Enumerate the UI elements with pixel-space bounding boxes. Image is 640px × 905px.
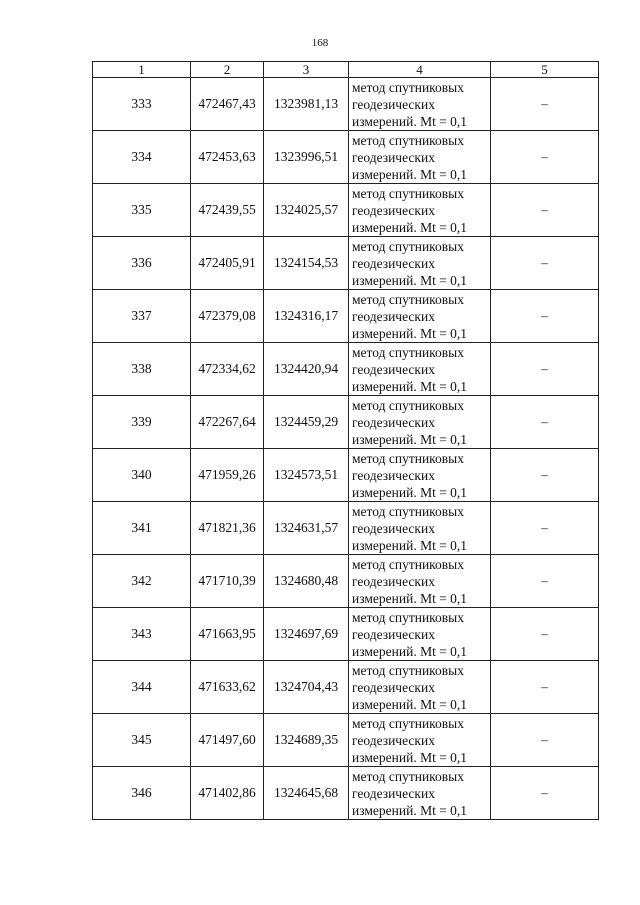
x-coordinate-cell: 472334,62: [191, 343, 264, 396]
method-line: метод спутниковых: [352, 344, 464, 360]
table-row: [93, 184, 599, 237]
method-line: измерений. Mt = 0,1: [352, 166, 468, 182]
method-line: геодезических: [352, 626, 435, 642]
method-line: геодезических: [352, 679, 435, 695]
table-row: [93, 661, 599, 714]
note-cell: –: [491, 767, 599, 820]
x-coordinate-cell: 471633,62: [191, 661, 264, 714]
header-row: [93, 62, 599, 78]
method-line: измерений. Mt = 0,1: [352, 219, 468, 235]
method-cell: [349, 131, 491, 184]
method-line: измерений. Mt = 0,1: [352, 272, 468, 288]
note-cell: –: [491, 237, 599, 290]
method-line: метод спутниковых: [352, 397, 464, 413]
y-coordinate-cell: 1324154,53: [264, 237, 349, 290]
column-header-2: 2: [191, 62, 264, 78]
method-line: измерений. Mt = 0,1: [352, 431, 468, 447]
note-cell: –: [491, 555, 599, 608]
method-cell: [349, 237, 491, 290]
x-coordinate-cell: 471710,39: [191, 555, 264, 608]
method-line: геодезических: [352, 96, 435, 112]
method-line: метод спутниковых: [352, 450, 464, 466]
y-coordinate-cell: 1323996,51: [264, 131, 349, 184]
point-number-cell: 339: [93, 396, 191, 449]
point-number-cell: 340: [93, 449, 191, 502]
y-coordinate-cell: 1324697,69: [264, 608, 349, 661]
point-number-cell: 334: [93, 131, 191, 184]
table-row: [93, 78, 599, 131]
method-cell: [349, 502, 491, 555]
note-cell: –: [491, 343, 599, 396]
column-header-3: 3: [264, 62, 349, 78]
table-row: [93, 767, 599, 820]
note-cell: –: [491, 661, 599, 714]
y-coordinate-cell: 1324459,29: [264, 396, 349, 449]
y-coordinate-cell: 1324689,35: [264, 714, 349, 767]
x-coordinate-cell: 472405,91: [191, 237, 264, 290]
x-coordinate-cell: 472439,55: [191, 184, 264, 237]
point-number-cell: 342: [93, 555, 191, 608]
y-coordinate-cell: 1324025,57: [264, 184, 349, 237]
method-line: измерений. Mt = 0,1: [352, 325, 468, 341]
table-header: [93, 62, 599, 78]
table-row: [93, 449, 599, 502]
method-line: измерений. Mt = 0,1: [352, 643, 468, 659]
method-line: геодезических: [352, 732, 435, 748]
method-line: метод спутниковых: [352, 609, 464, 625]
method-line: измерений. Mt = 0,1: [352, 749, 468, 765]
method-line: измерений. Mt = 0,1: [352, 537, 468, 553]
y-coordinate-cell: 1324316,17: [264, 290, 349, 343]
y-coordinate-cell: 1323981,13: [264, 78, 349, 131]
y-coordinate-cell: 1324420,94: [264, 343, 349, 396]
point-number-cell: 338: [93, 343, 191, 396]
point-number-cell: 333: [93, 78, 191, 131]
x-coordinate-cell: 472467,43: [191, 78, 264, 131]
method-cell: [349, 396, 491, 449]
table-row: [93, 502, 599, 555]
point-number-cell: 337: [93, 290, 191, 343]
method-line: метод спутниковых: [352, 291, 464, 307]
table-body: [93, 78, 599, 820]
method-cell: [349, 661, 491, 714]
point-number-cell: 335: [93, 184, 191, 237]
note-cell: –: [491, 608, 599, 661]
method-line: измерений. Mt = 0,1: [352, 590, 468, 606]
x-coordinate-cell: 472453,63: [191, 131, 264, 184]
note-cell: –: [491, 131, 599, 184]
y-coordinate-cell: 1324680,48: [264, 555, 349, 608]
method-cell: [349, 608, 491, 661]
method-cell: [349, 184, 491, 237]
point-number-cell: 341: [93, 502, 191, 555]
x-coordinate-cell: 471959,26: [191, 449, 264, 502]
method-line: метод спутниковых: [352, 238, 464, 254]
note-cell: –: [491, 78, 599, 131]
method-line: геодезических: [352, 520, 435, 536]
x-coordinate-cell: 471821,36: [191, 502, 264, 555]
method-cell: [349, 714, 491, 767]
method-line: измерений. Mt = 0,1: [352, 378, 468, 394]
note-cell: –: [491, 184, 599, 237]
point-number-cell: 344: [93, 661, 191, 714]
method-line: метод спутниковых: [352, 185, 464, 201]
method-cell: [349, 767, 491, 820]
method-cell: [349, 449, 491, 502]
page-number: 168: [311, 37, 329, 49]
note-cell: –: [491, 290, 599, 343]
method-line: измерений. Mt = 0,1: [352, 484, 468, 500]
column-header-1: 1: [93, 62, 191, 78]
table-row: [93, 131, 599, 184]
coordinates-table: [92, 61, 599, 820]
table-row: [93, 608, 599, 661]
method-line: метод спутниковых: [352, 556, 464, 572]
y-coordinate-cell: 1324645,68: [264, 767, 349, 820]
method-line: метод спутниковых: [352, 662, 464, 678]
method-cell: [349, 555, 491, 608]
note-cell: –: [491, 502, 599, 555]
table-row: [93, 343, 599, 396]
column-header-5: 5: [491, 62, 599, 78]
point-number-cell: 345: [93, 714, 191, 767]
table-row: [93, 290, 599, 343]
x-coordinate-cell: 471663,95: [191, 608, 264, 661]
method-line: геодезических: [352, 361, 435, 377]
method-line: геодезических: [352, 785, 435, 801]
x-coordinate-cell: 471497,60: [191, 714, 264, 767]
method-line: геодезических: [352, 255, 435, 271]
column-header-4: 4: [349, 62, 491, 78]
y-coordinate-cell: 1324573,51: [264, 449, 349, 502]
method-line: измерений. Mt = 0,1: [352, 113, 468, 129]
y-coordinate-cell: 1324704,43: [264, 661, 349, 714]
y-coordinate-cell: 1324631,57: [264, 502, 349, 555]
method-cell: [349, 343, 491, 396]
method-line: измерений. Mt = 0,1: [352, 802, 468, 818]
method-line: измерений. Mt = 0,1: [352, 696, 468, 712]
table-row: [93, 396, 599, 449]
method-line: геодезических: [352, 414, 435, 430]
table-row: [93, 555, 599, 608]
method-line: метод спутниковых: [352, 132, 464, 148]
x-coordinate-cell: 471402,86: [191, 767, 264, 820]
note-cell: –: [491, 449, 599, 502]
x-coordinate-cell: 472267,64: [191, 396, 264, 449]
x-coordinate-cell: 472379,08: [191, 290, 264, 343]
table-row: [93, 237, 599, 290]
point-number-cell: 343: [93, 608, 191, 661]
method-line: геодезических: [352, 202, 435, 218]
method-line: метод спутниковых: [352, 715, 464, 731]
point-number-cell: 346: [93, 767, 191, 820]
method-cell: [349, 78, 491, 131]
note-cell: –: [491, 714, 599, 767]
method-line: геодезических: [352, 149, 435, 165]
method-line: метод спутниковых: [352, 503, 464, 519]
method-line: метод спутниковых: [352, 79, 464, 95]
method-line: геодезических: [352, 573, 435, 589]
note-cell: –: [491, 396, 599, 449]
method-cell: [349, 290, 491, 343]
method-line: геодезических: [352, 467, 435, 483]
point-number-cell: 336: [93, 237, 191, 290]
method-line: геодезических: [352, 308, 435, 324]
method-line: метод спутниковых: [352, 768, 464, 784]
table-row: [93, 714, 599, 767]
